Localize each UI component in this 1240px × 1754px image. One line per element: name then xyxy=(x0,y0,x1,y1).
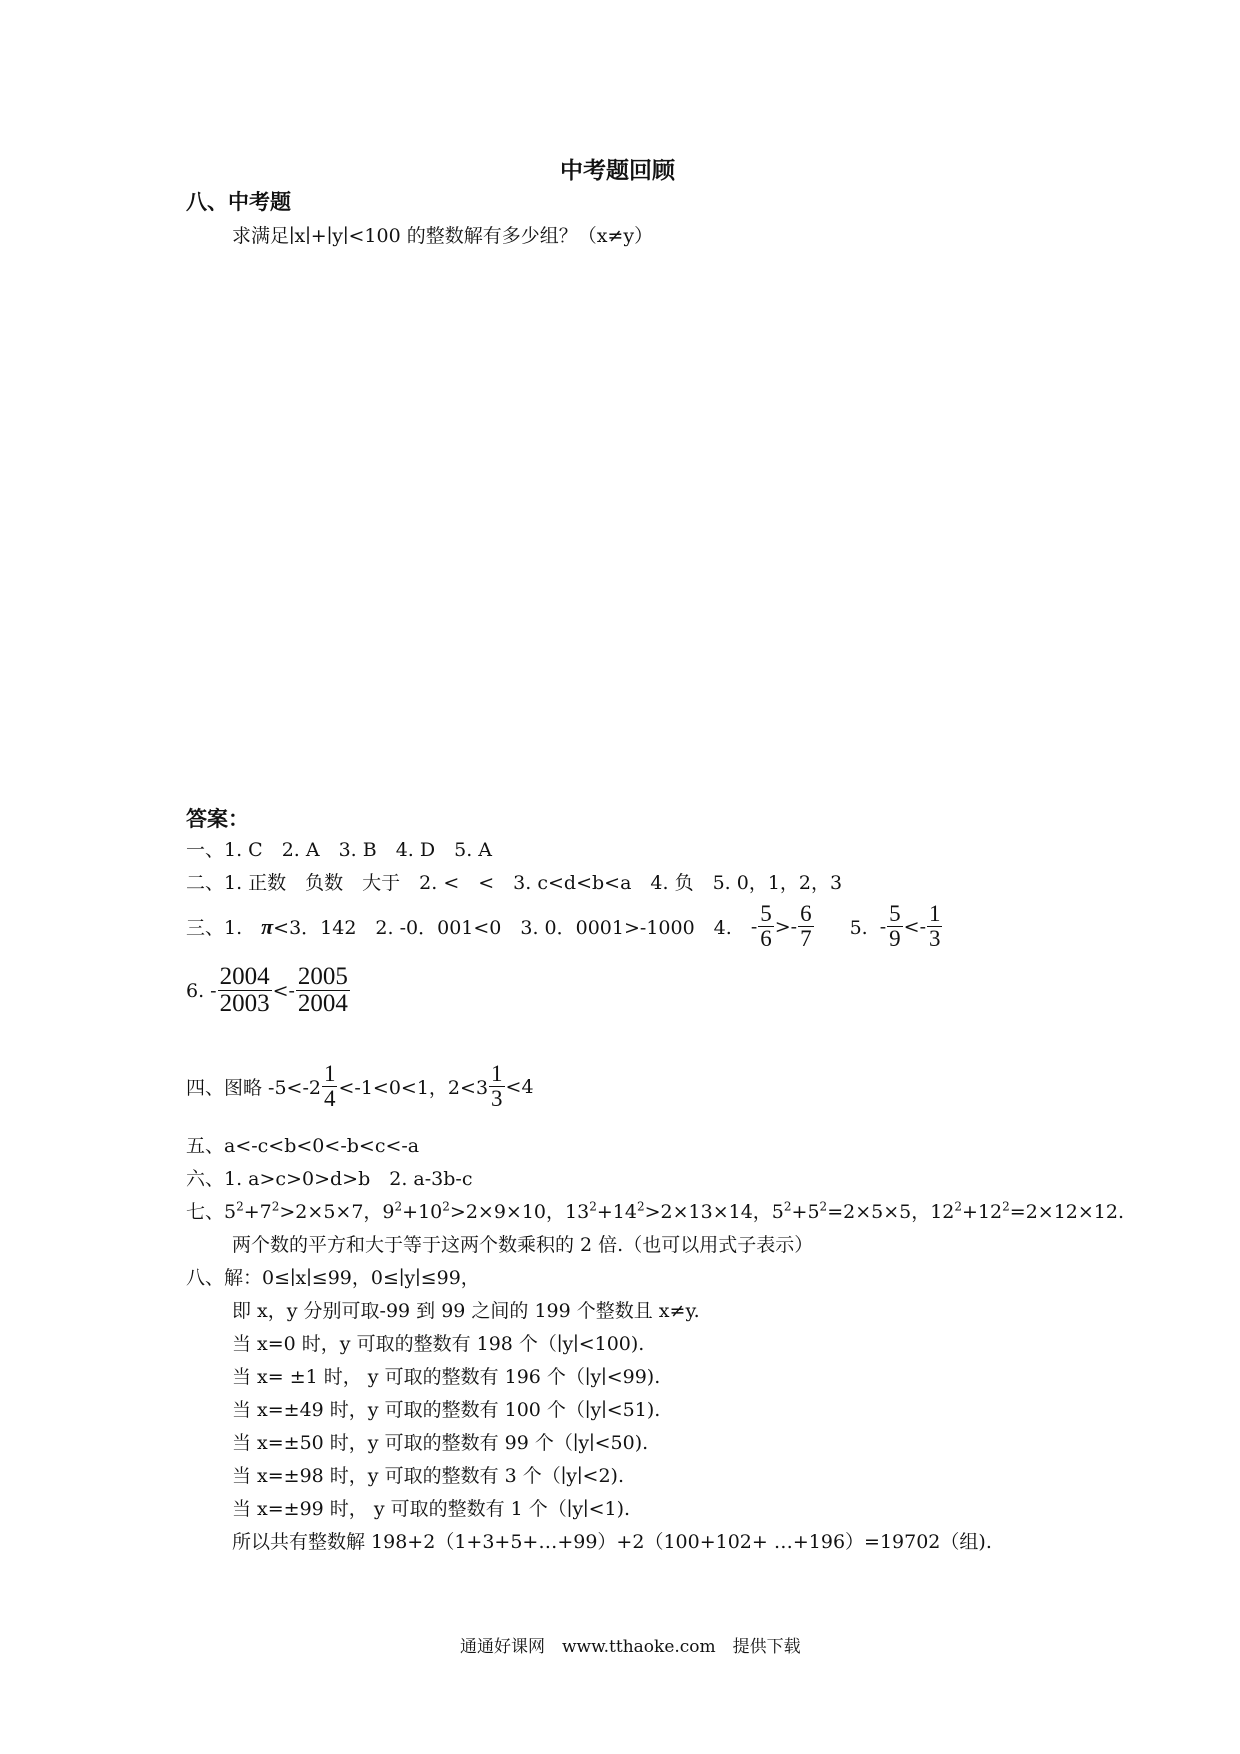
denominator: 7 xyxy=(800,926,812,952)
operator: > xyxy=(774,915,791,938)
answer-4-prefix: 四、图略 -5<-2 xyxy=(186,1077,321,1100)
numerator: 6 xyxy=(800,901,812,926)
pi-symbol: π xyxy=(261,913,274,939)
fraction xyxy=(218,964,272,1018)
denominator: 3 xyxy=(928,926,941,952)
answer-3-prefix: 三、1. xyxy=(186,917,262,940)
answer-4-middle: <-1<0<1，2<3 xyxy=(338,1077,489,1100)
section-heading: 八、中考题 xyxy=(186,189,291,214)
sign: - xyxy=(919,915,926,938)
answer-4 xyxy=(186,1062,534,1111)
label: 5. xyxy=(830,917,868,940)
answer-5: 五、a<-c<b<0<-b<c<-a xyxy=(186,1135,420,1157)
answer-1: 一、1. C 2. A 3. B 4. D 5. A xyxy=(186,839,493,861)
answer-8-line: 当 x=±50 时，y 可取的整数有 99 个（∣y∣<50). xyxy=(232,1432,649,1454)
page-title: 中考题回顾 xyxy=(560,157,675,184)
label: 6. xyxy=(186,979,205,1002)
fraction xyxy=(322,1062,338,1111)
answer-4-suffix: <4 xyxy=(505,1075,534,1098)
answer-8-line-1: 八、解：0≤∣x∣≤99，0≤∣y∣≤99， xyxy=(186,1267,480,1289)
sign: - xyxy=(790,915,798,938)
answer-2: 二、1. 正数 负数 大于 2. < < 3. c<d<b<a 4. 负 5. 0，1，2，3 xyxy=(186,872,843,894)
denominator: 9 xyxy=(889,926,901,952)
fraction xyxy=(927,902,943,951)
answer-3-part1: <3．142 2. -0．001<0 3. 0．0001>-1000 4. xyxy=(273,917,751,940)
sign: - xyxy=(288,979,295,1002)
answer-8-line: 当 x=±99 时， y 可取的整数有 1 个（∣y∣<1). xyxy=(232,1498,631,1520)
answer-7-line-2: 两个数的平方和大于等于这两个数乘积的 2 倍.（也可以用式子表示） xyxy=(232,1234,814,1256)
question-text: 求满足∣x∣+∣y∣<100 的整数解有多少组？（x≠y） xyxy=(232,225,654,247)
numerator: 2004 xyxy=(219,963,270,990)
footer: 通通好课网 www.tthaoke.com 提供下载 xyxy=(460,1637,801,1657)
denominator: 3 xyxy=(491,1086,503,1112)
numerator: 1 xyxy=(491,1061,503,1086)
answer-3 xyxy=(186,902,943,951)
answer-8-line: 即 x，y 分别可取-99 到 99 之间的 199 个整数且 x≠y. xyxy=(232,1300,700,1322)
sign: - xyxy=(210,979,217,1002)
answer-8-line: 当 x= ±1 时， y 可取的整数有 196 个（∣y∣<99). xyxy=(232,1366,661,1388)
answer-3-item-6 xyxy=(186,964,351,1018)
operator: < xyxy=(272,979,289,1002)
fraction xyxy=(489,1062,505,1111)
numerator: 5 xyxy=(889,901,901,926)
denominator: 4 xyxy=(323,1086,336,1112)
answer-7-line-1: 七、$5^2+7^2>2\times 5\times 7$，$9^2+10^2>2\times 9\times 10$，$13^2+14^2>2\times 13\times 14$，$5^2+5^2=2\times 5\times 5$，$12^2+12^2=2\times 12\times 12$. xyxy=(186,1199,1125,1223)
numerator: 1 xyxy=(928,901,941,926)
operator: < xyxy=(903,915,920,938)
fraction xyxy=(887,902,903,951)
answer-8-line: 当 x=±98 时，y 可取的整数有 3 个（∣y∣<2). xyxy=(232,1465,625,1487)
answer-6: 六、1. a>c>0>d>b 2. a-3b-c xyxy=(186,1168,473,1190)
fraction xyxy=(758,902,774,951)
answer-8-line: 当 x=0 时，y 可取的整数有 198 个（∣y∣<100). xyxy=(232,1333,645,1355)
answers-heading: 答案： xyxy=(186,806,249,831)
numerator: 5 xyxy=(760,901,772,926)
numerator: 2005 xyxy=(297,963,348,990)
sign: - xyxy=(879,915,887,938)
denominator: 6 xyxy=(760,926,772,952)
denominator: 2004 xyxy=(297,990,348,1018)
numerator: 1 xyxy=(323,1061,336,1086)
denominator: 2003 xyxy=(219,990,270,1018)
answer-8-line: 当 x=±49 时，y 可取的整数有 100 个（∣y∣<51). xyxy=(232,1399,661,1421)
fraction xyxy=(798,902,814,951)
sign: - xyxy=(750,915,758,938)
fraction xyxy=(296,964,350,1018)
answer-8-line: 所以共有整数解 198+2（1+3+5+…+99）+2（100+102+ …+196）=19702（组). xyxy=(232,1531,992,1553)
